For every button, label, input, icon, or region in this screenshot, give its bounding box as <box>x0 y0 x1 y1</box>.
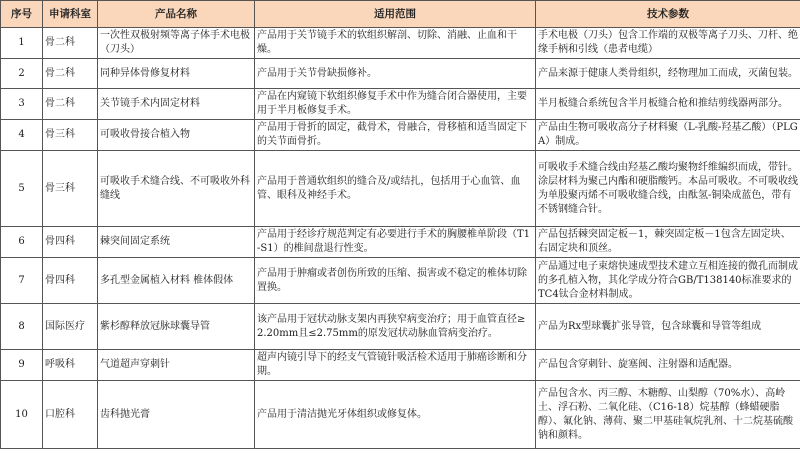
header-params: 技术参数 <box>536 1 800 28</box>
product-name-cell: 可吸收手术缝合线、不可吸收外科缝线 <box>98 151 255 227</box>
department-cell: 骨二科 <box>43 59 98 89</box>
scope-cell: 产品用于关节骨缺损修补。 <box>255 59 536 89</box>
table-row <box>1 120 800 151</box>
department-cell: 骨二科 <box>43 89 98 120</box>
product-name-cell: 同种异体骨修复材料 <box>98 59 255 89</box>
department-cell: 呼吸科 <box>43 350 98 381</box>
table-row <box>1 381 800 449</box>
product-name-cell: 紫杉醇释放冠脉球囊导管 <box>98 304 255 350</box>
department-cell: 骨三科 <box>43 151 98 227</box>
product-name-cell: 齿科抛光膏 <box>98 381 255 449</box>
product-name-cell: 可吸收骨接合植入物 <box>98 120 255 151</box>
params-cell: 产品为Rx型球囊扩张导管，包含球囊和导管等组成 <box>536 304 800 350</box>
params-cell: 可吸收手术缝合线由羟基乙酸均聚物纤维编织而成，带针。涂层材料为聚己内酯和硬脂酸钙。本品可吸收。不可吸收线为单股聚丙烯不可吸收缝合线，由酞氢-铜染成蓝色，带有不锈钢缝合针。 <box>536 151 800 227</box>
header-row <box>1 1 800 28</box>
params-cell: 产品包含水、丙三醇、木糖醇、山梨醇（70%水）、高岭土、浮石粉、二氧化硅、（C16-18）烷基醇（蜂蜡硬脂醇）、氟化钠、薄荷、聚二甲基硅氧烷乳剂、十二烷基硫酸钠和颜料。 <box>536 381 800 449</box>
table-row <box>1 28 800 59</box>
row-number: 3 <box>1 89 43 120</box>
scope-cell: 该产品用于冠状动脉支架内再狭窄病变治疗；用于血管直径≥2.20mm且≤2.75mm的原发冠状动脉血管病变治疗。 <box>255 304 536 350</box>
scope-cell: 产品用于肿瘤或者创伤所致的压缩、损害或不稳定的椎体切除置换。 <box>255 258 536 304</box>
row-number: 9 <box>1 350 43 381</box>
scope-cell: 产品用于清洁抛光牙体组织或修复体。 <box>255 381 536 449</box>
scope-cell: 产品用于经诊疗规范判定有必要进行手术的胸腰椎单阶段（T1-S1）的椎间盘退行性变。 <box>255 227 536 258</box>
department-cell: 国际医疗 <box>43 304 98 350</box>
row-number: 6 <box>1 227 43 258</box>
params-cell: 产品包括棘突固定板－1，棘突固定板－1包含左固定块、右固定块和顶丝。 <box>536 227 800 258</box>
scope-cell: 产品用于骨折的固定，截骨术，骨融合，骨移植和适当固定下的关节面骨折。 <box>255 120 536 151</box>
header-no: 序号 <box>1 1 43 28</box>
department-cell: 口腔科 <box>43 381 98 449</box>
scope-cell: 产品用于关节镜手术的软组织解剖、切除、消融、止血和干燥。 <box>255 28 536 59</box>
row-number: 8 <box>1 304 43 350</box>
product-name-cell: 气道超声穿刺针 <box>98 350 255 381</box>
product-name-cell: 多孔型金属植入材料 椎体假体 <box>98 258 255 304</box>
product-name-cell: 一次性双极射频等离子体手术电极（刀头） <box>98 28 255 59</box>
params-cell: 半月板缝合系统包含半月板缝合枪和推结剪线器两部分。 <box>536 89 800 120</box>
product-name-cell: 关节镜手术内固定材料 <box>98 89 255 120</box>
row-number: 7 <box>1 258 43 304</box>
scope-cell: 产品在内窥镜下软组织修复手术中作为缝合闭合器使用，主要用于半月板修复手术。 <box>255 89 536 120</box>
params-cell: 产品来源于健康人类骨组织，经物理加工而成，灭菌包装。 <box>536 59 800 89</box>
product-name-cell: 棘突间固定系统 <box>98 227 255 258</box>
params-cell: 产品由生物可吸收高分子材料聚（L-乳酸-羟基乙酸）（PLGA）制成。 <box>536 120 800 151</box>
department-cell: 骨四科 <box>43 227 98 258</box>
row-number: 2 <box>1 59 43 89</box>
table-row <box>1 89 800 120</box>
row-number: 1 <box>1 28 43 59</box>
department-cell: 骨三科 <box>43 120 98 151</box>
scope-cell: 产品用于普通软组织的缝合及/或结扎，包括用于心血管、血管、眼科及神经手术。 <box>255 151 536 227</box>
params-cell: 产品包含穿刺针、旋塞阀、注射器和适配器。 <box>536 350 800 381</box>
header-dept: 申请科室 <box>43 1 98 28</box>
scope-cell: 超声内镜引导下的经支气管镜针吸活检术适用于肺癌诊断和分期。 <box>255 350 536 381</box>
row-number: 5 <box>1 151 43 227</box>
row-number: 10 <box>1 381 43 449</box>
table-row <box>1 227 800 258</box>
department-cell: 骨二科 <box>43 28 98 59</box>
table-row <box>1 151 800 227</box>
table-row <box>1 304 800 350</box>
params-cell: 产品通过电子束熔快速成型技术建立互相连接的微孔而制成的多孔植入物，其化学成分符合GB/T138140标准要求的TC4钛合金材料制成。 <box>536 258 800 304</box>
department-cell: 骨四科 <box>43 258 98 304</box>
table-row <box>1 350 800 381</box>
row-number: 4 <box>1 120 43 151</box>
table-row <box>1 59 800 89</box>
header-scope: 适用范围 <box>255 1 536 28</box>
header-name: 产品名称 <box>98 1 255 28</box>
table-row <box>1 258 800 304</box>
params-cell: 手术电极（刀头）包含工作端的双极等离子刀头、刀杆、绝缘手柄和引线（患者电缆） <box>536 28 800 59</box>
